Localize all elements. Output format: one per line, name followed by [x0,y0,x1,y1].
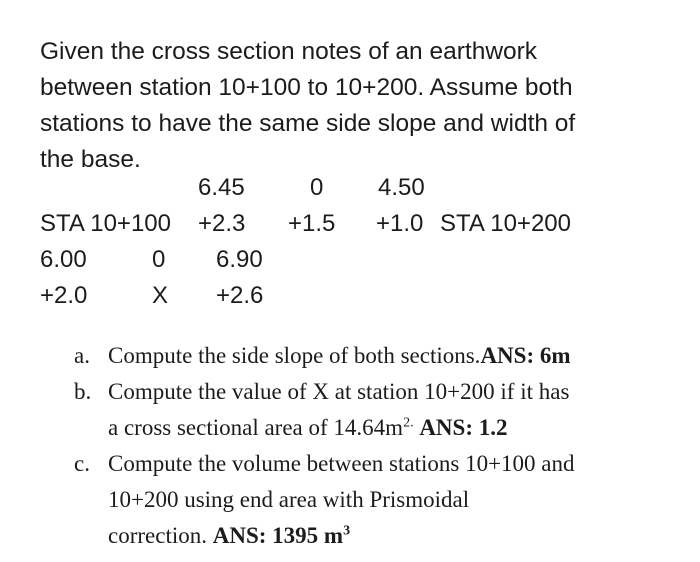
sta1-center-cut: +1.5 [288,210,336,237]
sta1-right-cut: +1.0 [376,210,424,237]
sta2-center-distance: 0 [152,246,166,273]
sta2-center-cut: X [152,282,169,309]
question-list [74,338,684,554]
sta2-label: STA 10+200 [440,210,571,237]
sta1-left-cut: +2.3 [198,210,246,237]
sta1-left-distance: 6.45 [198,174,245,201]
answer: ANS: 1.2 [419,415,508,440]
question-text: Compute the volume between stations 10+100 and [108,451,575,476]
sta2-left-distance: 6.00 [40,246,87,273]
question-text-cont: correction. ANS: 1395 $m^3$ [108,523,351,548]
question-label: a. [74,343,90,368]
problem-line-4: the base. [40,146,141,173]
sta2-right-distance: 6.90 [216,246,263,273]
superscript: 2. [403,415,414,431]
sta1-center-distance: 0 [310,174,324,201]
question-label: b. [74,379,92,404]
answer: ANS: 6m [480,343,571,368]
question-text: Compute the side slope of both sections.ANS: 6m [108,343,571,368]
problem-line-3: stations to have the same side slope and width of [40,110,576,137]
sta1-label: STA 10+100 [40,210,171,237]
question-b [74,374,684,446]
question-text: Compute the value of X at station 10+200 if it has [108,379,570,404]
sta1-right-distance: 4.50 [378,174,425,201]
question-text-cont: a cross sectional area of $14.64m^{2.}$ ANS: 1.2 [108,415,508,440]
problem-line-1: Given the cross section notes of an earthwork [40,38,538,65]
answer: ANS: 1395 $m^3$ [212,523,351,548]
problem-line-2: between station 10+100 to 10+200. Assume both [40,74,573,101]
problem-statement [40,34,670,178]
question-a [74,338,684,374]
question-text-cont: 10+200 using end area with Prismoidal [108,487,470,512]
question-label: c. [74,451,90,476]
question-c [74,446,684,554]
sta2-right-cut: +2.6 [216,282,264,309]
sta2-left-cut: +2.0 [40,282,88,309]
